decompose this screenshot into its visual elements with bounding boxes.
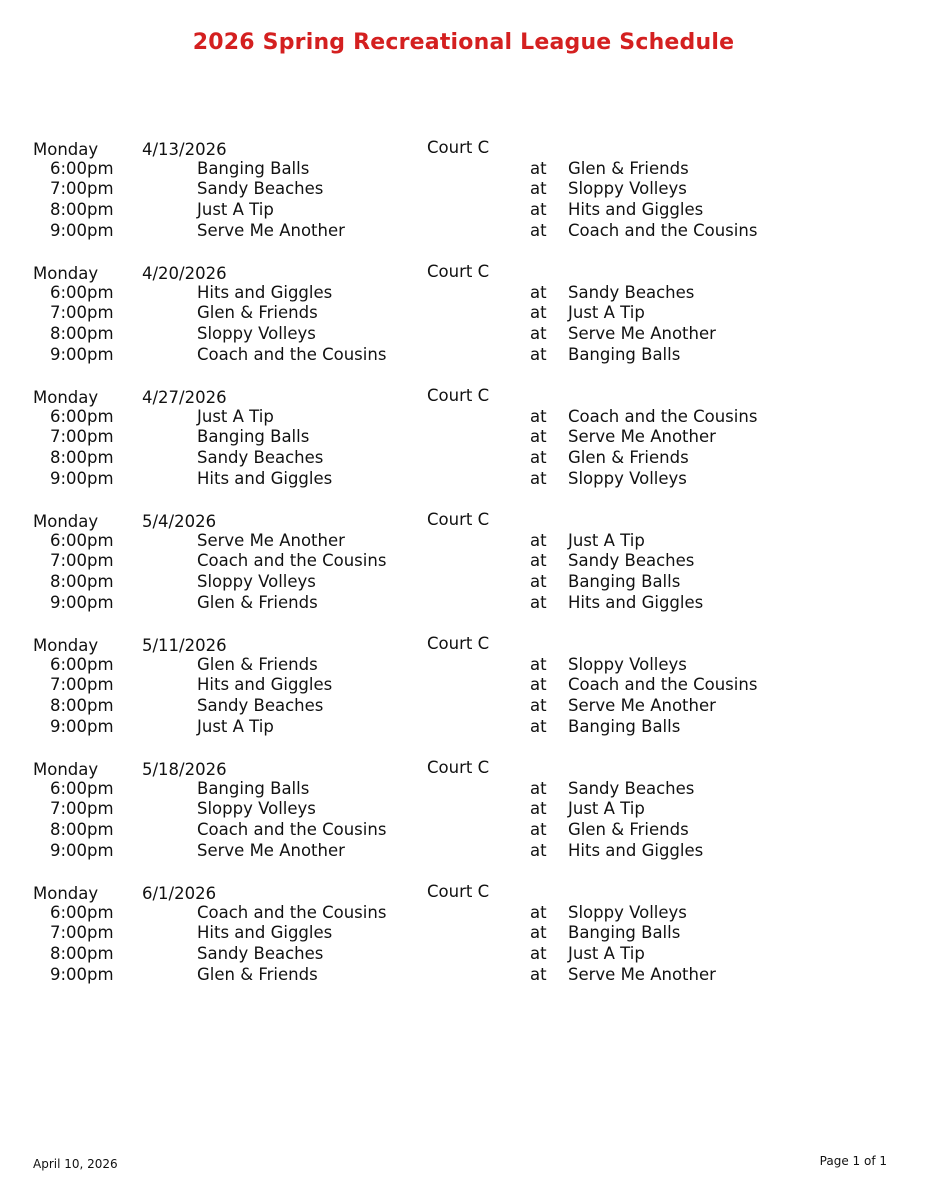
game-time: 6:00pm [50, 158, 114, 178]
at-label: at [530, 902, 547, 922]
home-team: Coach and the Cousins [197, 344, 387, 364]
week-day: Monday [33, 512, 99, 531]
game-row [0, 903, 927, 924]
week-court: Court C [427, 758, 490, 777]
week-block [0, 882, 927, 1006]
home-team: Sandy Beaches [197, 696, 324, 716]
game-row [0, 469, 927, 490]
game-row [0, 675, 927, 696]
game-row [0, 965, 927, 986]
at-label: at [530, 179, 547, 199]
home-team: Glen & Friends [197, 303, 318, 323]
at-label: at [530, 344, 547, 364]
away-team: Glen & Friends [568, 158, 689, 178]
week-block [0, 138, 927, 262]
game-row [0, 407, 927, 428]
game-time: 9:00pm [50, 468, 114, 488]
home-team: Coach and the Cousins [197, 551, 387, 571]
game-time: 8:00pm [50, 696, 114, 716]
home-team: Serve Me Another [197, 530, 345, 550]
home-team: Glen & Friends [197, 964, 318, 984]
week-day: Monday [33, 388, 99, 407]
at-label: at [530, 282, 547, 302]
away-team: Hits and Giggles [568, 840, 704, 860]
week-date: 6/1/2026 [142, 884, 217, 903]
at-label: at [530, 303, 547, 323]
at-label: at [530, 572, 547, 592]
game-row [0, 923, 927, 944]
game-row [0, 345, 927, 366]
home-team: Glen & Friends [197, 592, 318, 612]
at-label: at [530, 799, 547, 819]
home-team: Banging Balls [197, 158, 310, 178]
game-time: 7:00pm [50, 303, 114, 323]
week-day: Monday [33, 140, 99, 159]
at-label: at [530, 406, 547, 426]
week-block [0, 510, 927, 634]
game-time: 8:00pm [50, 820, 114, 840]
home-team: Banging Balls [197, 778, 310, 798]
away-team: Just A Tip [568, 944, 645, 964]
away-team: Hits and Giggles [568, 200, 704, 220]
week-day: Monday [33, 264, 99, 283]
at-label: at [530, 778, 547, 798]
home-team: Just A Tip [197, 716, 274, 736]
game-row [0, 200, 927, 221]
game-time: 6:00pm [50, 530, 114, 550]
week-header [0, 634, 927, 655]
game-time: 8:00pm [50, 944, 114, 964]
game-row [0, 655, 927, 676]
game-time: 7:00pm [50, 427, 114, 447]
at-label: at [530, 716, 547, 736]
game-row [0, 799, 927, 820]
week-date: 5/4/2026 [142, 512, 217, 531]
away-team: Glen & Friends [568, 448, 689, 468]
week-header [0, 758, 927, 779]
away-team: Serve Me Another [568, 964, 716, 984]
game-row [0, 531, 927, 552]
week-block [0, 262, 927, 386]
home-team: Sandy Beaches [197, 179, 324, 199]
home-team: Glen & Friends [197, 654, 318, 674]
home-team: Serve Me Another [197, 840, 345, 860]
week-date: 5/11/2026 [142, 636, 227, 655]
away-team: Sloppy Volleys [568, 179, 687, 199]
at-label: at [530, 820, 547, 840]
home-team: Sandy Beaches [197, 448, 324, 468]
page-number: Page 1 of 1 [819, 1154, 887, 1168]
home-team: Serve Me Another [197, 220, 345, 240]
week-date: 5/18/2026 [142, 760, 227, 779]
game-time: 9:00pm [50, 716, 114, 736]
game-row [0, 717, 927, 738]
at-label: at [530, 158, 547, 178]
game-row [0, 572, 927, 593]
game-row [0, 324, 927, 345]
week-block [0, 386, 927, 510]
game-time: 8:00pm [50, 572, 114, 592]
away-team: Just A Tip [568, 530, 645, 550]
week-date: 4/27/2026 [142, 388, 227, 407]
game-row [0, 283, 927, 304]
week-header [0, 386, 927, 407]
away-team: Coach and the Cousins [568, 675, 758, 695]
away-team: Sandy Beaches [568, 778, 695, 798]
home-team: Sloppy Volleys [197, 324, 316, 344]
page-title: 2026 Spring Recreational League Schedule [192, 30, 735, 55]
game-row [0, 841, 927, 862]
game-row [0, 448, 927, 469]
at-label: at [530, 675, 547, 695]
game-time: 9:00pm [50, 220, 114, 240]
away-team: Serve Me Another [568, 427, 716, 447]
week-header [0, 262, 927, 283]
away-team: Banging Balls [568, 716, 681, 736]
home-team: Hits and Giggles [197, 923, 333, 943]
at-label: at [530, 840, 547, 860]
away-team: Banging Balls [568, 344, 681, 364]
at-label: at [530, 468, 547, 488]
away-team: Sloppy Volleys [568, 654, 687, 674]
game-row [0, 696, 927, 717]
home-team: Sandy Beaches [197, 944, 324, 964]
home-team: Coach and the Cousins [197, 820, 387, 840]
game-time: 9:00pm [50, 592, 114, 612]
away-team: Sloppy Volleys [568, 902, 687, 922]
week-block [0, 634, 927, 758]
home-team: Just A Tip [197, 200, 274, 220]
week-day: Monday [33, 884, 99, 903]
week-block [0, 758, 927, 882]
at-label: at [530, 944, 547, 964]
game-time: 6:00pm [50, 902, 114, 922]
game-time: 6:00pm [50, 282, 114, 302]
game-time: 7:00pm [50, 675, 114, 695]
away-team: Glen & Friends [568, 820, 689, 840]
at-label: at [530, 530, 547, 550]
at-label: at [530, 220, 547, 240]
at-label: at [530, 923, 547, 943]
home-team: Banging Balls [197, 427, 310, 447]
game-row [0, 303, 927, 324]
at-label: at [530, 654, 547, 674]
game-time: 8:00pm [50, 200, 114, 220]
game-time: 9:00pm [50, 840, 114, 860]
game-time: 9:00pm [50, 964, 114, 984]
at-label: at [530, 964, 547, 984]
game-row [0, 221, 927, 242]
home-team: Hits and Giggles [197, 468, 333, 488]
week-day: Monday [33, 760, 99, 779]
game-row [0, 944, 927, 965]
game-time: 8:00pm [50, 324, 114, 344]
away-team: Just A Tip [568, 799, 645, 819]
game-row [0, 551, 927, 572]
game-row [0, 820, 927, 841]
week-court: Court C [427, 138, 490, 157]
away-team: Banging Balls [568, 923, 681, 943]
week-date: 4/13/2026 [142, 140, 227, 159]
away-team: Sandy Beaches [568, 282, 695, 302]
at-label: at [530, 551, 547, 571]
week-court: Court C [427, 386, 490, 405]
game-time: 6:00pm [50, 406, 114, 426]
game-time: 9:00pm [50, 344, 114, 364]
week-header [0, 510, 927, 531]
at-label: at [530, 592, 547, 612]
home-team: Sloppy Volleys [197, 799, 316, 819]
game-row [0, 179, 927, 200]
at-label: at [530, 200, 547, 220]
home-team: Hits and Giggles [197, 282, 333, 302]
game-time: 7:00pm [50, 551, 114, 571]
home-team: Sloppy Volleys [197, 572, 316, 592]
away-team: Serve Me Another [568, 324, 716, 344]
game-row [0, 593, 927, 614]
away-team: Sandy Beaches [568, 551, 695, 571]
week-date: 4/20/2026 [142, 264, 227, 283]
game-row [0, 427, 927, 448]
footer-date: April 10, 2026 [33, 1157, 118, 1171]
home-team: Just A Tip [197, 406, 274, 426]
away-team: Coach and the Cousins [568, 220, 758, 240]
week-court: Court C [427, 882, 490, 901]
game-time: 7:00pm [50, 179, 114, 199]
home-team: Hits and Giggles [197, 675, 333, 695]
game-row [0, 159, 927, 180]
at-label: at [530, 427, 547, 447]
away-team: Hits and Giggles [568, 592, 704, 612]
game-time: 6:00pm [50, 778, 114, 798]
week-header [0, 882, 927, 903]
game-time: 7:00pm [50, 923, 114, 943]
away-team: Coach and the Cousins [568, 406, 758, 426]
at-label: at [530, 696, 547, 716]
at-label: at [530, 324, 547, 344]
schedule [0, 138, 927, 1006]
week-header [0, 138, 927, 159]
game-time: 8:00pm [50, 448, 114, 468]
week-day: Monday [33, 636, 99, 655]
away-team: Banging Balls [568, 572, 681, 592]
week-court: Court C [427, 634, 490, 653]
at-label: at [530, 448, 547, 468]
away-team: Serve Me Another [568, 696, 716, 716]
week-court: Court C [427, 510, 490, 529]
home-team: Coach and the Cousins [197, 902, 387, 922]
game-row [0, 779, 927, 800]
week-court: Court C [427, 262, 490, 281]
game-time: 7:00pm [50, 799, 114, 819]
game-time: 6:00pm [50, 654, 114, 674]
away-team: Sloppy Volleys [568, 468, 687, 488]
away-team: Just A Tip [568, 303, 645, 323]
